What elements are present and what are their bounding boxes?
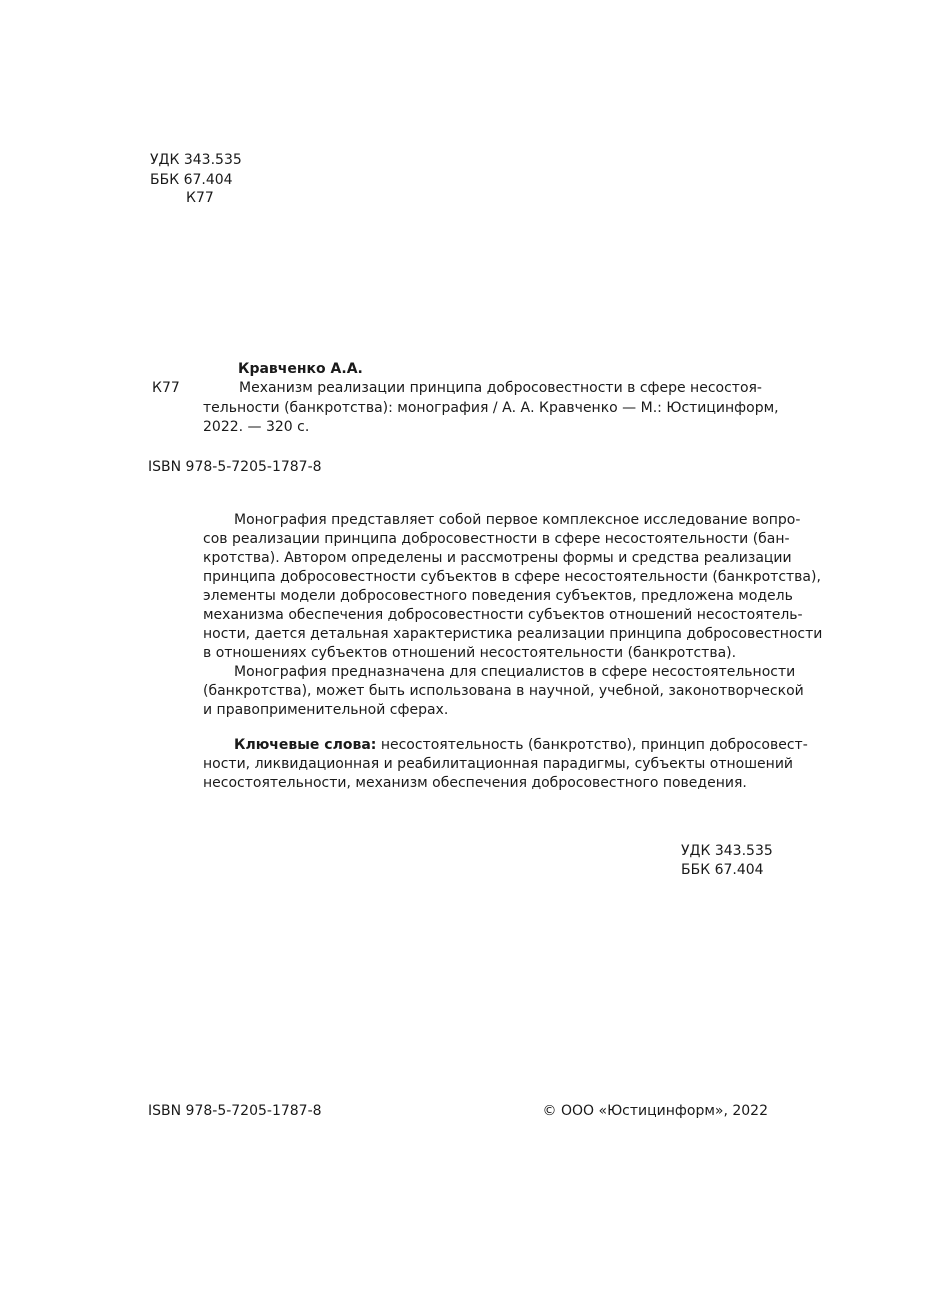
bbk-code-top: ББК 67.404 [150, 172, 233, 188]
abstract-line: в отношениях субъектов отношений несостоятельности (банкротства). [203, 645, 737, 661]
abstract-line: механизма обеспечения добросовестности субъектов отношений несостоятель- [203, 607, 803, 623]
abstract-line: Монография предназначена для специалистов в сфере несостоятельности [234, 664, 796, 680]
keywords-line: несостоятельности, механизм обеспечения добросовестного поведения. [203, 775, 747, 791]
footer-isbn: ISBN 978-5-7205-1787-8 [148, 1103, 322, 1119]
udk-code-bottom: УДК 343.535 [681, 843, 773, 859]
isbn-line: ISBN 978-5-7205-1787-8 [148, 459, 322, 475]
keywords-label: Ключевые слова: [234, 737, 377, 753]
abstract [203, 512, 823, 722]
abstract-line: Монография представляет собой первое комплексное исследование вопро- [234, 512, 801, 528]
abstract-line: и правоприменительной сферах. [203, 702, 449, 718]
keywords-text: несостоятельность (банкротство), принцип добросовест- [376, 737, 808, 753]
keywords-first-line [234, 737, 808, 753]
abstract-line: сов реализации принципа добросовестности в сфере несостоятельности (бан- [203, 531, 790, 547]
abstract-line: кротства). Автором определены и рассмотрены формы и средства реализации [203, 550, 792, 566]
author-mark: К77 [152, 380, 180, 396]
description-line: Механизм реализации принципа добросовестности в сфере несостоя- [239, 380, 762, 396]
keywords-line: ности, ликвидационная и реабилитационная парадигмы, субъекты отношений [203, 756, 794, 772]
abstract-line: ности, дается детальная характеристика реализации принципа добросовестности [203, 626, 823, 642]
author-name: Кравченко А.А. [238, 361, 363, 377]
author-mark-top: К77 [186, 190, 214, 206]
abstract-line: принципа добросовестности субъектов в сфере несостоятельности (банкротства), [203, 569, 821, 585]
abstract-line: (банкротства), может быть использована в научной, учебной, законотворческой [203, 683, 804, 699]
bibliographic-description [203, 380, 783, 440]
bbk-code-bottom: ББК 67.404 [681, 862, 764, 878]
description-line: тельности (банкротства): монография / А. А. Кравченко — М.: Юстицинформ, [203, 400, 779, 416]
udk-code-top: УДК 343.535 [150, 152, 242, 168]
description-line: 2022. — 320 с. [203, 419, 310, 435]
keywords [203, 737, 808, 797]
copyright: © ООО «Юстицинформ», 2022 [542, 1103, 768, 1119]
abstract-line: элементы модели добросовестного поведения субъектов, предложена модель [203, 588, 793, 604]
